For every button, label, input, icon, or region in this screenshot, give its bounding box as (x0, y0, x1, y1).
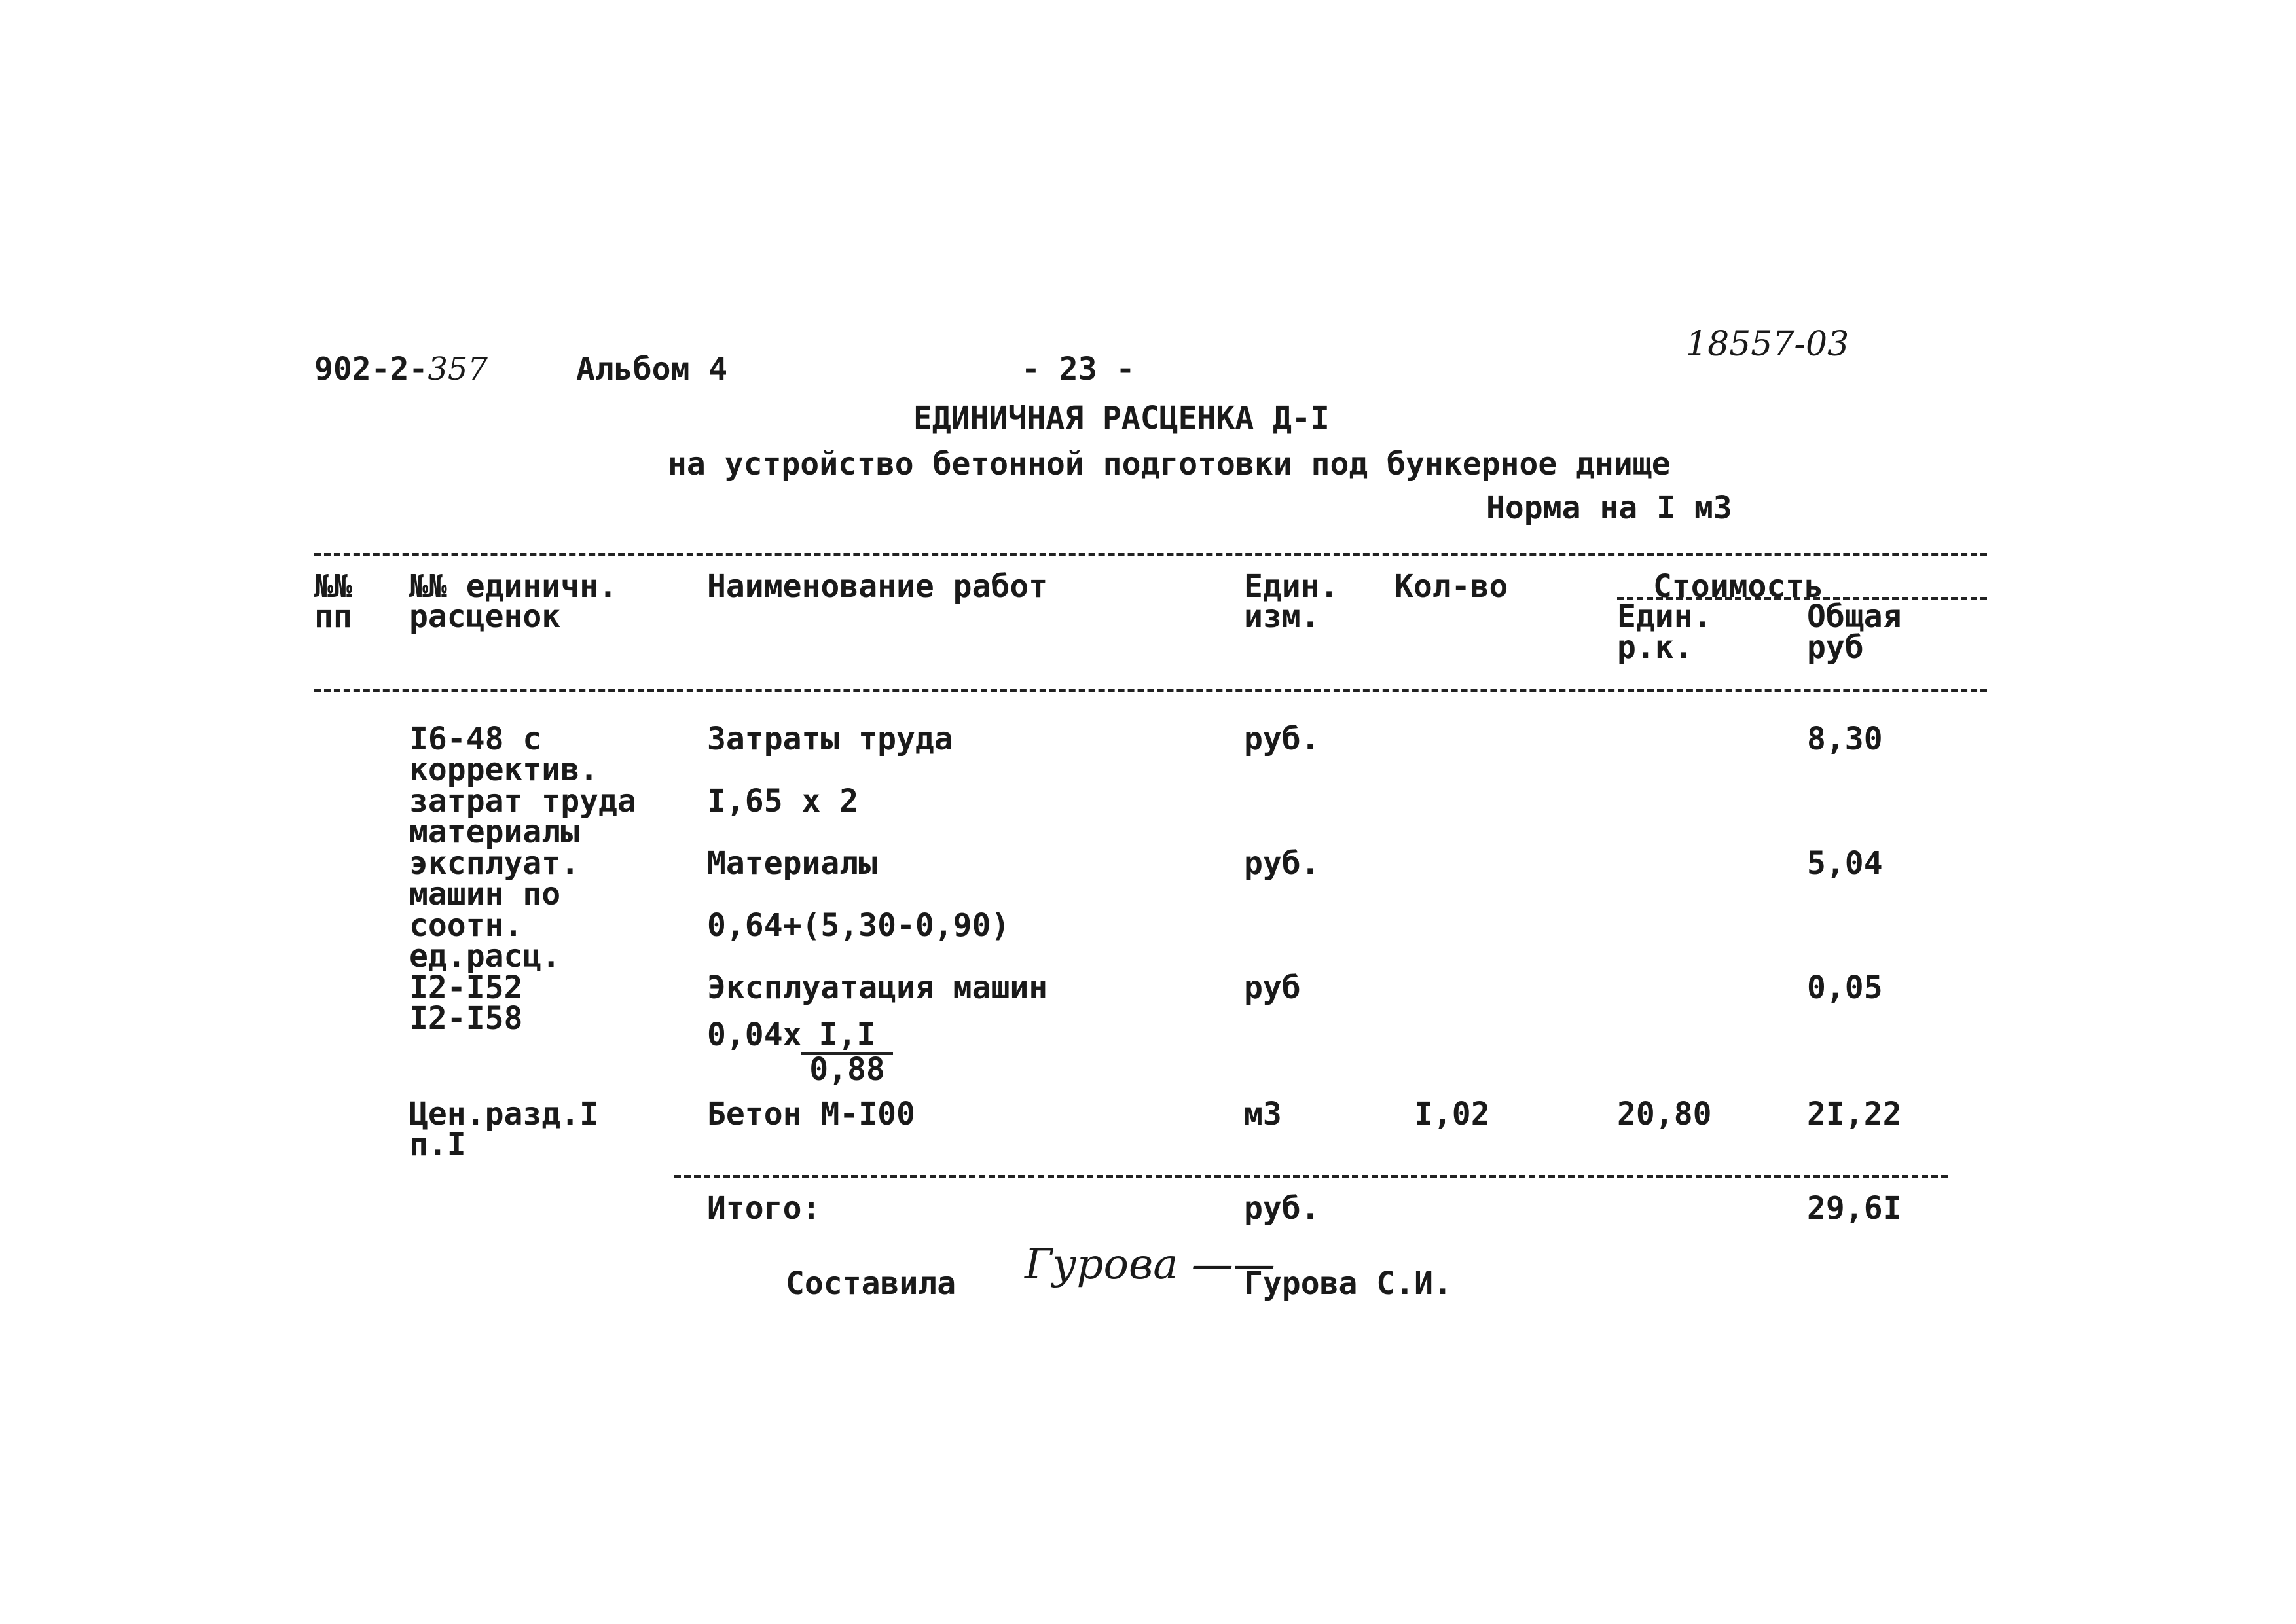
row-name: Эксплуатация машин (707, 969, 1048, 1006)
row-name: Затраты труда (707, 721, 953, 757)
formula-denominator: 0,88 (809, 1051, 885, 1088)
row-formula: 0,64+(5,30-0,90) (707, 907, 1010, 944)
header-unit-line1: Един. (1244, 568, 1339, 605)
row-unit: руб (1244, 969, 1301, 1006)
ref-line: затрат труда (409, 783, 636, 820)
row-total: 2I,22 (1807, 1096, 1902, 1132)
page-title: ЕДИНИЧНАЯ РАСЦЕНКА Д-I (913, 400, 1330, 437)
header-total-line1: Общая (1807, 598, 1902, 635)
row-unit: руб. (1244, 721, 1320, 757)
document-code-printed: 902-2- (314, 351, 428, 388)
row-formula-prefix: 0,04x (707, 1017, 802, 1053)
row-unit: руб. (1244, 845, 1320, 882)
row-total: 8,30 (1807, 721, 1883, 757)
row-total: 5,04 (1807, 845, 1883, 882)
document-code (314, 351, 488, 388)
document-code-handwritten: 357 (428, 351, 488, 388)
header-name: Наименование работ (707, 568, 1048, 605)
header-num-line2: пп (314, 598, 352, 635)
ref-line: I2-I58 (409, 1000, 523, 1037)
ref-line: I2-I52 (409, 969, 523, 1006)
row-total: 0,05 (1807, 969, 1883, 1006)
ref-line: ед.расц. (409, 938, 561, 975)
row-name: Бетон М-I00 (707, 1096, 915, 1132)
signature: Гурова —— (1025, 1240, 1275, 1289)
row-ref-line2: п.I (409, 1127, 466, 1163)
ref-line: машин по (409, 876, 561, 912)
norm-label: Норма на I м3 (1486, 490, 1732, 526)
row-ref-line1: Цен.разд.I (409, 1096, 598, 1132)
header-total-line2: руб (1807, 629, 1864, 666)
compiled-by-label: Составила (786, 1265, 957, 1302)
row-name: Материалы (707, 845, 878, 882)
ref-line: корректив. (409, 751, 598, 788)
header-ref-line1: №№ единичн. (409, 568, 617, 605)
ref-line: соотн. (409, 907, 523, 944)
page-number: - 23 - (1021, 351, 1135, 388)
header-cost: Стоимость (1653, 568, 1824, 605)
page-subtitle: на устройство бетонной подготовки под бункерное днище (668, 446, 1671, 482)
total-rule (674, 1175, 1948, 1178)
row-qty: I,02 (1414, 1096, 1490, 1132)
archive-number: 18557-03 (1686, 325, 1850, 364)
ref-line: I6-48 с (409, 721, 542, 757)
ref-line: эксплуат. (409, 845, 580, 882)
header-ref-line2: расценок (409, 598, 561, 635)
ref-line: материалы (409, 814, 580, 850)
row-unit-price: 20,80 (1617, 1096, 1712, 1132)
total-value: 29,6I (1807, 1190, 1902, 1227)
album-label: Альбом 4 (576, 351, 728, 388)
table-top-rule (314, 553, 1987, 556)
compiler-name: Гурова С.И. (1244, 1265, 1452, 1302)
header-unit-price-line1: Един. (1617, 598, 1712, 635)
header-unit-price-line2: р.к. (1617, 629, 1693, 666)
total-unit: руб. (1244, 1190, 1320, 1227)
total-label: Итого: (707, 1190, 821, 1227)
header-num-line1: №№ (314, 568, 352, 605)
header-qty: Кол-во (1394, 568, 1508, 605)
header-unit-line2: изм. (1244, 598, 1320, 635)
formula-numerator: I,I (801, 1019, 893, 1055)
signature-text: Гурова (1025, 1240, 1178, 1289)
row-unit: м3 (1244, 1096, 1282, 1132)
row-formula: I,65 x 2 (707, 783, 859, 820)
header-bottom-rule (314, 689, 1987, 692)
